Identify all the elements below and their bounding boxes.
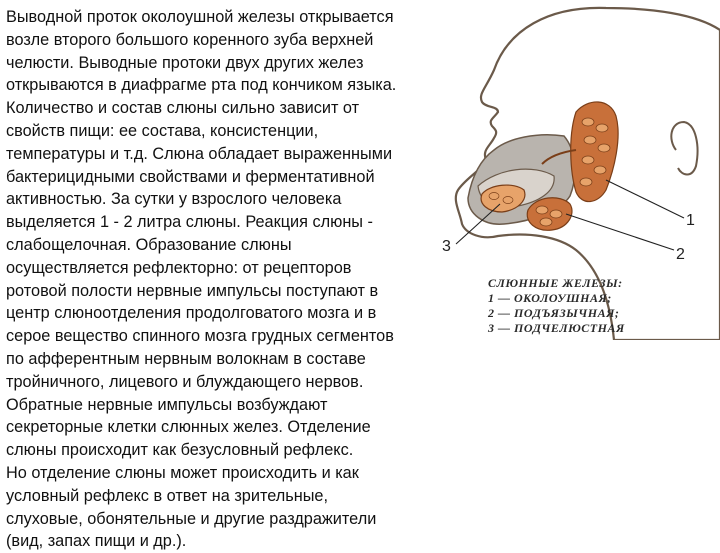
text-line: Обратные нервные импульсы возбуждают bbox=[6, 395, 328, 414]
text-line: Выводной проток околоушной железы открывается bbox=[6, 8, 394, 26]
text-line: открываются в диафрагме рта под кончиком языка. bbox=[6, 76, 397, 95]
legend-title: СЛЮННЫЕ ЖЕЛЕЗЫ: bbox=[488, 276, 623, 290]
text-line: температуры и т.д. Слюна обладает выраженными bbox=[6, 144, 393, 163]
legend-item: 3 — ПОДЧЕЛЮСТНАЯ bbox=[488, 321, 625, 335]
legend bbox=[488, 276, 678, 336]
text-line: бактерицидными свойствами и ферментативной bbox=[6, 167, 375, 186]
text-line: тройничного, лицевого и блуждающего нервов. bbox=[6, 372, 364, 391]
callout-1: 1 bbox=[686, 212, 695, 229]
callout-3: 3 bbox=[442, 238, 451, 255]
legend-item: 2 — ПОДЪЯЗЫЧНАЯ; bbox=[488, 306, 620, 320]
text-line: (вид, запах пищи и др.). bbox=[6, 532, 187, 551]
text-line: возле второго большого коренного зуба верхней bbox=[6, 30, 374, 49]
text-line: челюсти. Выводные протоки двух других желез bbox=[6, 53, 364, 72]
text-line: Количество и состав слюны сильно зависит от bbox=[6, 99, 360, 118]
text-line: активностью. За сутки у взрослого человека bbox=[6, 190, 342, 209]
text-line: слабощелочная. Образование слюны bbox=[6, 235, 292, 254]
text-line: осуществляется рефлекторно: от рецепторов bbox=[6, 258, 352, 277]
text-line: по афферентным нервным волокнам в составе bbox=[6, 349, 366, 368]
text-line: слюны происходит как безусловный рефлекс. bbox=[6, 441, 354, 460]
text-line: слуховые, обонятельные и другие раздражители bbox=[6, 509, 377, 528]
body-text bbox=[6, 6, 450, 553]
text-line: серое вещество спинного мозга грудных сегментов bbox=[6, 327, 394, 346]
legend-item: 1 — ОКОЛОУШНАЯ; bbox=[488, 291, 612, 305]
callout-2: 2 bbox=[676, 246, 685, 263]
text-line: условный рефлекс в ответ на зрительные, bbox=[6, 486, 328, 505]
text-line: ротовой полости нервные импульсы поступают в bbox=[6, 281, 379, 300]
text-line: выделяется 1 - 2 литра слюны. Реакция слюны - bbox=[6, 213, 373, 232]
text-line: Но отделение слюны может происходить и как bbox=[6, 463, 359, 482]
text-line: свойств пищи: ее состава, консистенции, bbox=[6, 121, 319, 140]
text-line: центр слюноотделения продолговатого мозга и в bbox=[6, 304, 377, 323]
text-line: секреторные клетки слюнных желез. Отделение bbox=[6, 418, 371, 437]
